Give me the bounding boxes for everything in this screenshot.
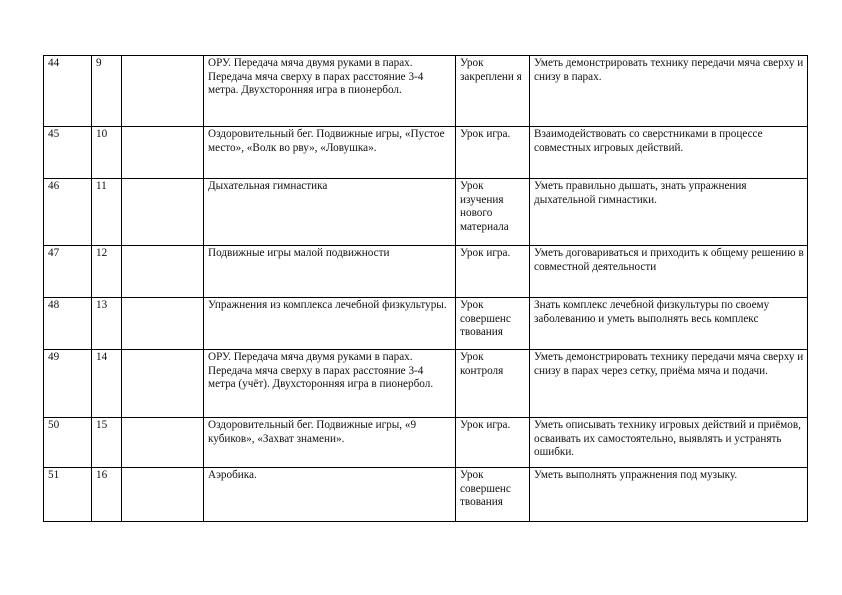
skills-cell: Знать комплекс лечебной физкультуры по своему заболеванию и уметь выполнять весь комплекс — [530, 298, 808, 350]
table-row — [44, 350, 808, 418]
lesson-topic-cell: Оздоровительный бег. Подвижные игры, «Пустое место», «Волк во рву», «Ловушка». — [204, 127, 456, 179]
skills-cell: Уметь описывать технику игровых действий и приёмов, осваивать их самостоятельно, выявлять и устранять ошибки. — [530, 418, 808, 468]
lesson-topic-cell: Дыхательная гимнастика — [204, 179, 456, 246]
lesson-type-cell: Урок совершенс твования — [456, 468, 530, 522]
date-cell — [122, 350, 204, 418]
lesson-number-cell: 45 — [44, 127, 92, 179]
table-row — [44, 127, 808, 179]
table-row — [44, 246, 808, 298]
topic-number-cell: 10 — [92, 127, 122, 179]
skills-cell: Уметь выполнять упражнения под музыку. — [530, 468, 808, 522]
lesson-number-cell: 48 — [44, 298, 92, 350]
lesson-type-cell: Урок игра. — [456, 246, 530, 298]
skills-cell: Уметь демонстрировать технику передачи мяча сверху и снизу в парах через сетку, приёма мяча и подачи. — [530, 350, 808, 418]
lesson-topic-cell: ОРУ. Передача мяча двумя руками в парах. Передача мяча сверху в парах расстояние 3-4 метра (учёт). Двухсторонняя игра в пионербол. — [204, 350, 456, 418]
date-cell — [122, 56, 204, 127]
date-cell — [122, 179, 204, 246]
table-row — [44, 56, 808, 127]
lesson-type-cell: Урок игра. — [456, 127, 530, 179]
lesson-topic-cell: ОРУ. Передача мяча двумя руками в парах. Передача мяча сверху в парах расстояние 3-4 метра. Двухсторонняя игра в пионербол. — [204, 56, 456, 127]
topic-number-cell: 13 — [92, 298, 122, 350]
lesson-type-cell: Урок совершенс твования — [456, 298, 530, 350]
topic-number-cell: 12 — [92, 246, 122, 298]
skills-cell: Уметь демонстрировать технику передачи мяча сверху и снизу в парах. — [530, 56, 808, 127]
lesson-topic-cell: Оздоровительный бег. Подвижные игры, «9 кубиков», «Захват знамени». — [204, 418, 456, 468]
date-cell — [122, 246, 204, 298]
date-cell — [122, 468, 204, 522]
table-row — [44, 298, 808, 350]
lesson-number-cell: 49 — [44, 350, 92, 418]
topic-number-cell: 15 — [92, 418, 122, 468]
lesson-topic-cell: Упражнения из комплекса лечебной физкультуры. — [204, 298, 456, 350]
date-cell — [122, 127, 204, 179]
lesson-number-cell: 46 — [44, 179, 92, 246]
lesson-type-cell: Урок игра. — [456, 418, 530, 468]
lesson-number-cell: 47 — [44, 246, 92, 298]
topic-number-cell: 16 — [92, 468, 122, 522]
lesson-type-cell: Урок контроля — [456, 350, 530, 418]
skills-cell: Уметь правильно дышать, знать упражнения дыхательной гимнастики. — [530, 179, 808, 246]
table-row — [44, 179, 808, 246]
skills-cell: Взаимодействовать со сверстниками в процессе совместных игровых действий. — [530, 127, 808, 179]
date-cell — [122, 298, 204, 350]
table-row — [44, 468, 808, 522]
table-row — [44, 418, 808, 468]
topic-number-cell: 9 — [92, 56, 122, 127]
topic-number-cell: 11 — [92, 179, 122, 246]
date-cell — [122, 418, 204, 468]
skills-cell: Уметь договариваться и приходить к общему решению в совместной деятельности — [530, 246, 808, 298]
lesson-type-cell: Урок закреплени я — [456, 56, 530, 127]
lesson-number-cell: 44 — [44, 56, 92, 127]
lesson-number-cell: 51 — [44, 468, 92, 522]
lesson-topic-cell: Аэробика. — [204, 468, 456, 522]
lesson-number-cell: 50 — [44, 418, 92, 468]
lesson-plan-table — [43, 55, 808, 522]
lesson-type-cell: Урок изучения нового материала — [456, 179, 530, 246]
topic-number-cell: 14 — [92, 350, 122, 418]
lesson-topic-cell: Подвижные игры малой подвижности — [204, 246, 456, 298]
